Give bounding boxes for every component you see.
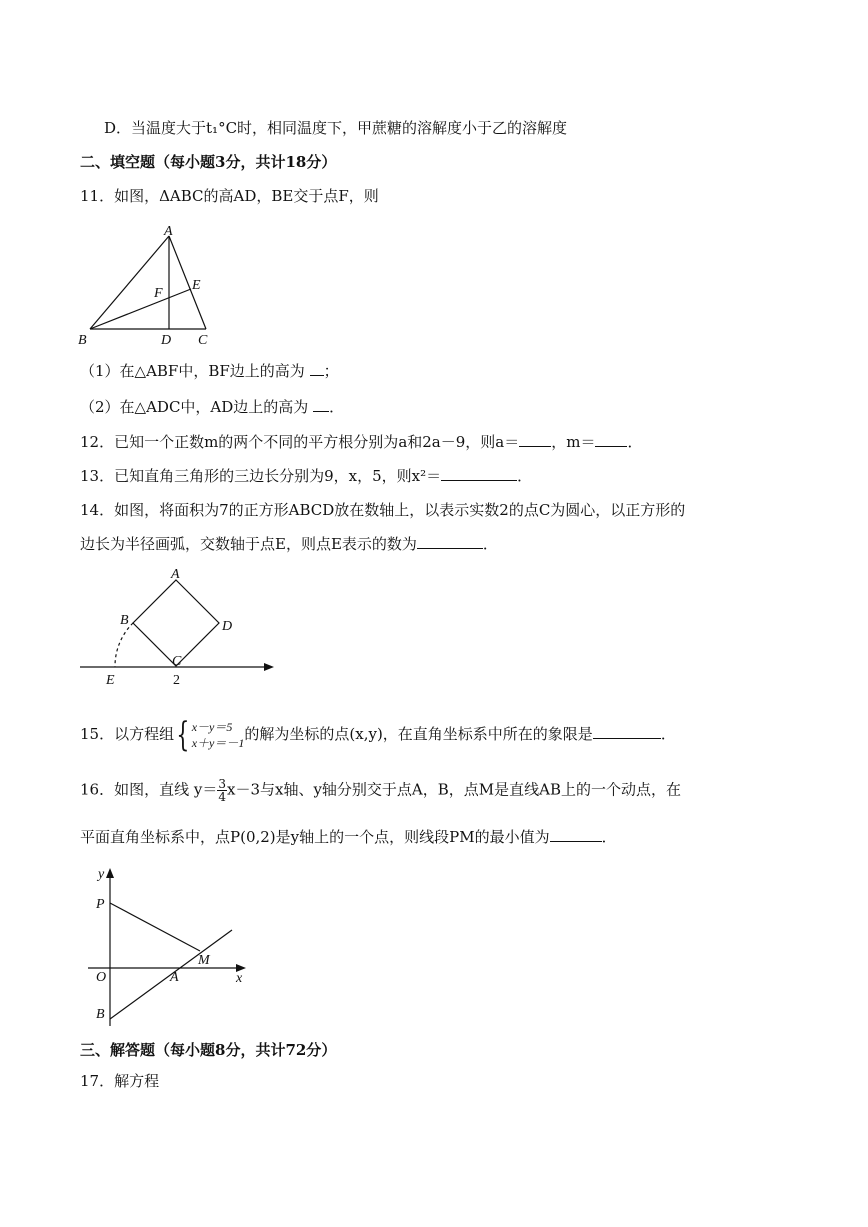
label-a: A	[164, 224, 173, 239]
q16-line2-text: 平面直角坐标系中，点P(0,2)是y轴上的一个点，则线段PM的最小值为	[80, 828, 550, 846]
label-b: B	[120, 613, 129, 628]
q14-line2	[80, 534, 498, 554]
label-a: A	[170, 970, 179, 985]
q14-blank[interactable]	[417, 534, 483, 549]
q16-line1	[80, 778, 681, 803]
q15-brace: {	[176, 715, 190, 755]
q15-prefix: 15．以方程组	[80, 725, 175, 743]
q11-part1-text: （1）在△ABF中，BF边上的高为	[80, 362, 305, 380]
q15-suffix: 的解为坐标的点(x,y)，在直角坐标系中所在的象限是	[244, 725, 593, 743]
q16-blank[interactable]	[550, 827, 602, 842]
q11-part2-blank[interactable]	[313, 397, 329, 412]
label-2: 2	[173, 673, 180, 688]
q12	[80, 432, 642, 452]
q13-end: ．	[517, 467, 533, 485]
section-3-heading: 三、解答题（每小题8分，共计72分）	[80, 1041, 337, 1059]
q14-end: ．	[482, 535, 498, 553]
q14-line2-text: 边长为半径画弧，交数轴于点E，则点E表示的数为	[80, 535, 417, 553]
q13-text: 13．已知直角三角形的三边长分别为9，x，5，则x²＝	[80, 467, 442, 485]
q11-part2-end: ．	[329, 398, 345, 416]
label-y: y	[98, 867, 105, 882]
q15	[80, 715, 676, 755]
q15-end: ．	[660, 725, 676, 743]
label-c: C	[198, 333, 208, 348]
label-d: D	[222, 619, 233, 634]
q14-square-figure	[76, 562, 286, 694]
label-p: P	[96, 897, 105, 912]
q16-frac-num: 3	[218, 777, 226, 791]
label-b: B	[96, 1007, 105, 1022]
q11-part1-end: ；	[323, 362, 339, 380]
label-x: x	[236, 971, 243, 986]
q16-end: ．	[601, 828, 617, 846]
label-a: A	[171, 567, 180, 582]
label-c: C	[172, 654, 182, 669]
q11-part2-text: （2）在△ADC中，AD边上的高为	[80, 398, 309, 416]
q11-part1	[80, 361, 339, 381]
q11-part2	[80, 397, 344, 417]
q11-part1-blank[interactable]	[310, 361, 324, 376]
q11-triangle-figure	[72, 222, 222, 350]
q16-line2	[80, 827, 617, 847]
axis-arrow	[264, 663, 274, 671]
label-e: E	[192, 278, 201, 293]
q11-stem: 11．如图，ΔABC的高AD，BE交于点F，则	[80, 187, 379, 205]
arc-be	[115, 623, 133, 667]
section-2-heading: 二、填空题（每小题3分，共计18分）	[80, 153, 337, 171]
q16-coordinate-figure	[88, 866, 258, 1034]
label-f: F	[154, 286, 163, 301]
q12-end: ．	[627, 433, 643, 451]
label-o: O	[96, 970, 107, 985]
q17-stem: 17．解方程	[80, 1072, 160, 1090]
q10-option-d: D．当温度大于t₁°C时，相同温度下，甲蔗糖的溶解度小于乙的溶解度	[104, 119, 568, 137]
q12-blank-m[interactable]	[595, 432, 627, 447]
q13	[80, 466, 532, 486]
altitude-be	[90, 289, 191, 329]
q13-blank[interactable]	[441, 466, 517, 481]
q12-mid: ，m＝	[551, 433, 596, 451]
q12-blank-a[interactable]	[519, 432, 551, 447]
q14-line1: 14．如图，将面积为7的正方形ABCD放在数轴上，以表示实数2的点C为圆心，以正方形的	[80, 501, 686, 519]
q16-frac-den: 4	[218, 790, 226, 804]
label-b: B	[78, 333, 87, 348]
q16-line1-b: x－3与x轴、y轴分别交于点A，B，点M是直线AB上的一个动点，在	[226, 780, 681, 799]
label-m: M	[198, 953, 210, 968]
q15-system	[192, 719, 245, 751]
q16-fraction	[217, 778, 227, 803]
q16-line1-a: 16．如图，直线 y＝	[80, 780, 218, 799]
label-d: D	[161, 333, 172, 348]
label-e: E	[106, 673, 115, 688]
q15-eq1: x－y＝5	[191, 720, 233, 734]
side-ab	[90, 236, 169, 329]
q12-text: 12．已知一个正数m的两个不同的平方根分别为a和2a－9，则a＝	[80, 433, 520, 451]
segment-pm	[110, 903, 200, 951]
q15-eq2: x＋y＝－1	[191, 736, 245, 750]
q15-blank[interactable]	[593, 724, 661, 739]
y-axis-arrow	[106, 868, 114, 878]
